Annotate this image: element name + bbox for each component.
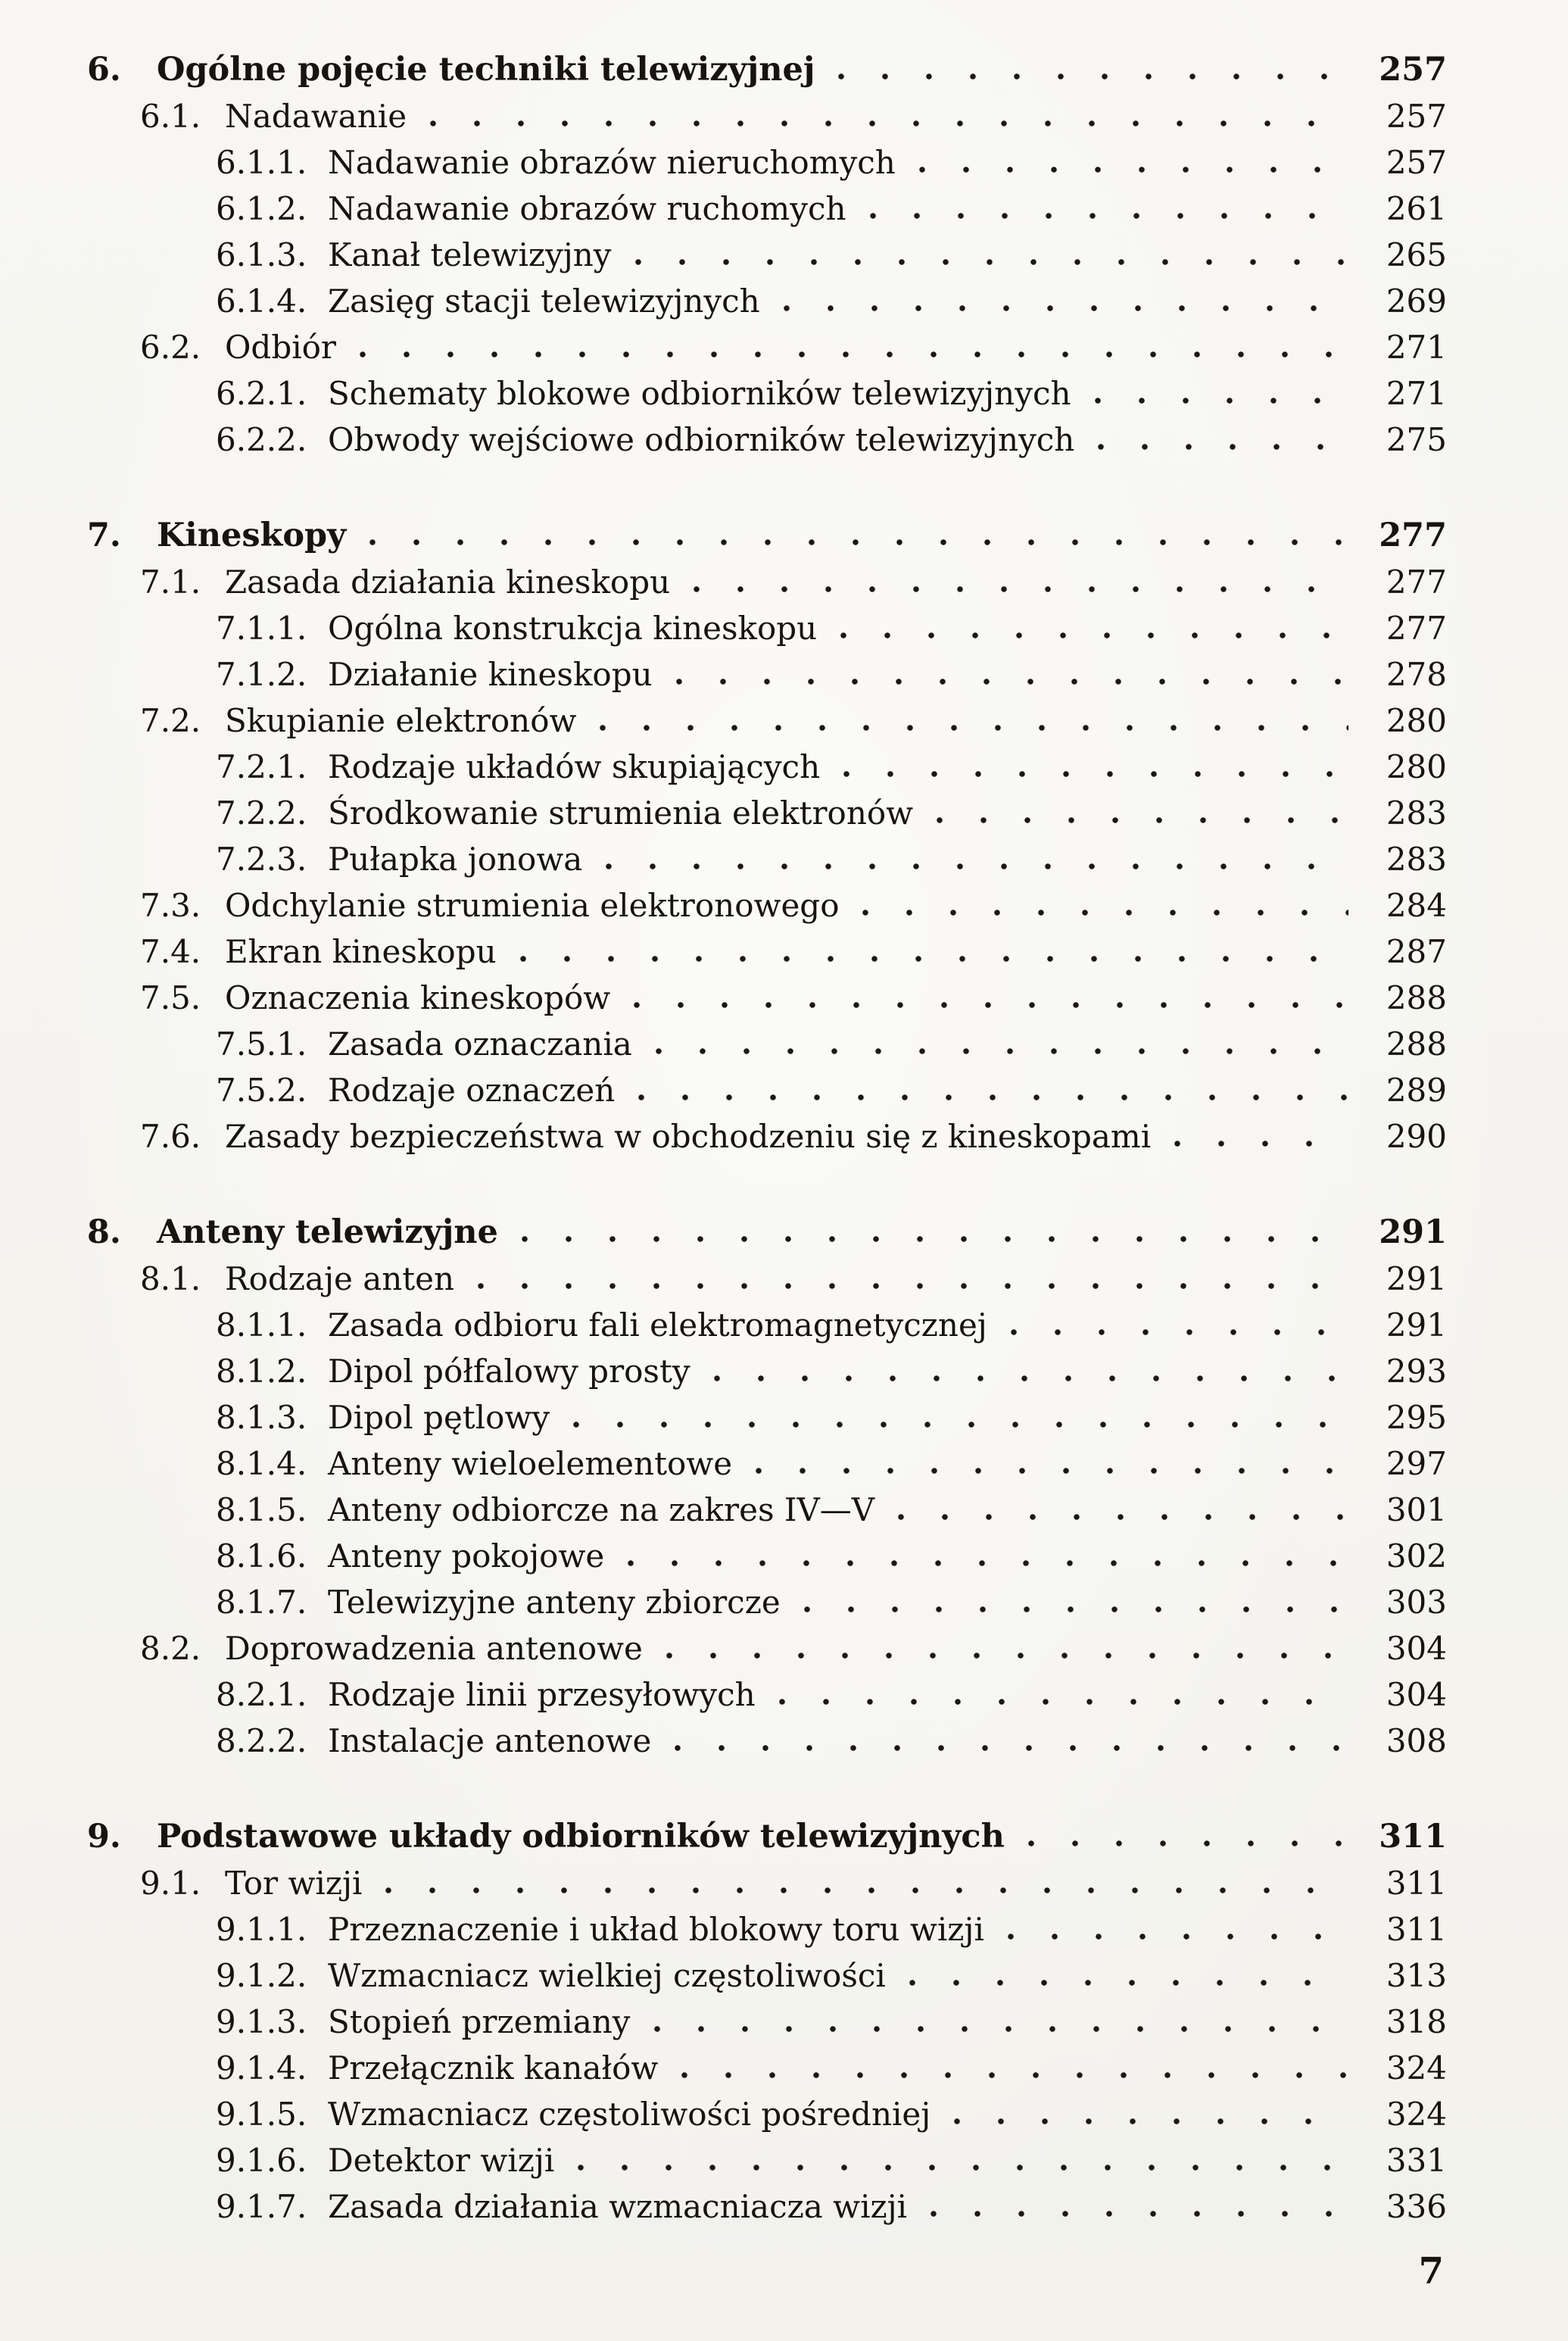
toc-entry (87, 698, 1447, 744)
dot-leader-icon (1097, 443, 1348, 451)
toc-entry-number: 6.2.1. (216, 375, 307, 412)
toc-entry-number: 7. (87, 517, 121, 554)
toc-entry-page: 261 (1386, 190, 1447, 227)
toc-entry-page: 271 (1386, 375, 1447, 412)
toc-entry (87, 1113, 1447, 1160)
toc-entry-page: 301 (1386, 1491, 1447, 1528)
toc-entry-number: 9.1. (140, 1865, 201, 1902)
toc-entry (87, 370, 1447, 417)
dot-leader-icon (713, 1375, 1348, 1382)
toc-entry-page: 257 (1386, 98, 1447, 135)
dot-leader-icon (918, 166, 1348, 173)
toc-entry (87, 790, 1447, 836)
toc-entry-page: 257 (1379, 51, 1447, 89)
toc-entry-number: 7.2.1. (216, 748, 307, 785)
toc-entry-title: Detektor wizji (328, 2142, 555, 2179)
toc-entry-title: Pułapka jonowa (328, 841, 583, 878)
toc-entry-title: Zasada działania kineskopu (225, 563, 671, 601)
toc-entry (87, 2183, 1447, 2230)
toc-entry-page: 278 (1386, 656, 1447, 693)
toc-entry-title: Rodzaje układów skupiających (328, 748, 821, 785)
toc-entry (87, 1718, 1447, 1764)
toc-entry-page: 288 (1386, 979, 1447, 1016)
toc-entry-page: 284 (1386, 887, 1447, 924)
toc-entry-page: 265 (1386, 236, 1447, 273)
dot-leader-icon (1094, 397, 1348, 404)
toc-entry-page: 304 (1386, 1630, 1447, 1667)
dot-leader-icon (862, 909, 1348, 916)
toc-entry (87, 1814, 1447, 1860)
toc-entry (87, 1210, 1447, 1256)
dot-leader-icon (936, 816, 1348, 824)
toc-entry-number: 7.6. (140, 1118, 201, 1155)
toc-entry-number: 8.1.1. (216, 1306, 307, 1344)
toc-entry-number: 6.1.1. (216, 144, 307, 181)
dot-leader-icon (637, 1094, 1348, 1101)
toc-entry (87, 1487, 1447, 1533)
toc-entry (87, 744, 1447, 790)
dot-leader-icon (653, 2025, 1348, 2033)
toc-entry-page: 293 (1386, 1353, 1447, 1390)
dot-leader-icon (634, 258, 1348, 266)
dot-leader-icon (869, 212, 1348, 220)
toc-entry-number: 9.1.1. (216, 1911, 307, 1948)
toc-entry-title: Przełącznik kanałów (328, 2049, 659, 2087)
toc-entry-title: Rodzaje oznaczeń (328, 1072, 616, 1109)
toc-entry (87, 139, 1447, 186)
toc-entry-title: Stopień przemiany (328, 2003, 631, 2040)
toc-entry (87, 1671, 1447, 1718)
toc-entry-title: Kanał telewizyjny (328, 236, 612, 273)
toc-entry-title: Ekran kineskopu (225, 933, 497, 970)
toc-entry-page: 304 (1386, 1676, 1447, 1713)
dot-leader-icon (681, 2071, 1348, 2079)
toc-entry-number: 9.1.3. (216, 2003, 307, 2040)
toc-entry-number: 9.1.4. (216, 2049, 307, 2087)
dot-leader-icon (477, 1282, 1348, 1290)
dot-leader-icon (783, 304, 1348, 312)
toc-entry-page: 336 (1386, 2188, 1447, 2225)
page-number: 7 (1418, 2250, 1444, 2293)
toc-entry-title: Oznaczenia kineskopów (225, 979, 611, 1016)
toc-entry-title: Ogólna konstrukcja kineskopu (328, 610, 818, 647)
toc-entry-number: 8.2. (140, 1630, 201, 1667)
dot-leader-icon (599, 724, 1348, 732)
dot-leader-icon (675, 678, 1348, 685)
toc-entry-page: 302 (1386, 1537, 1447, 1575)
toc-entry-page: 269 (1386, 282, 1447, 320)
dot-leader-icon (803, 1606, 1348, 1613)
toc-entry-title: Obwody wejściowe odbiorników telewizyjnych (328, 421, 1075, 458)
toc-entry-number: 9.1.7. (216, 2188, 307, 2225)
dot-leader-icon (778, 1698, 1348, 1706)
toc-entry (87, 975, 1447, 1021)
toc-entry-number: 9. (87, 1818, 121, 1856)
page-footer (87, 2250, 1447, 2293)
dot-leader-icon (674, 1744, 1348, 1752)
toc-entry (87, 651, 1447, 698)
toc-entry-page: 257 (1386, 144, 1447, 181)
toc-entry-number: 7.2.2. (216, 794, 307, 832)
toc-entry-number: 7.2.3. (216, 841, 307, 878)
toc-entry-title: Telewizyjne anteny zbiorcze (328, 1584, 781, 1621)
toc-entry-number: 7.5.2. (216, 1072, 307, 1109)
dot-leader-icon (843, 770, 1348, 778)
dot-leader-icon (1027, 1840, 1348, 1847)
toc-entry-page: 311 (1379, 1818, 1447, 1856)
toc-entry-title: Kineskopy (157, 517, 347, 554)
toc-entry (87, 1302, 1447, 1348)
toc-entry-page: 287 (1386, 933, 1447, 970)
toc-entry-title: Tor wizji (225, 1865, 363, 1902)
toc-entry-number: 6.2.2. (216, 421, 307, 458)
toc-entry-title: Ogólne pojęcie techniki telewizyjnej (157, 51, 815, 89)
toc-entry-number: 8.1.7. (216, 1584, 307, 1621)
dot-leader-icon (666, 1652, 1348, 1659)
toc-entry (87, 882, 1447, 929)
toc-entry-number: 6.2. (140, 329, 201, 366)
toc-entry-page: 280 (1386, 748, 1447, 785)
toc-entry-title: Wzmacniacz częstoliwości pośredniej (328, 2096, 931, 2133)
toc-entry-title: Rodzaje linii przesyłowych (328, 1676, 756, 1713)
toc-entry-page: 295 (1386, 1399, 1447, 1436)
dot-leader-icon (572, 1421, 1348, 1428)
toc-entry-page: 311 (1386, 1911, 1447, 1948)
toc-entry (87, 1256, 1447, 1302)
toc-entry-number: 6.1. (140, 98, 201, 135)
toc-entry-number: 6. (87, 51, 121, 89)
dot-leader-icon (909, 1979, 1348, 1987)
toc-entry-title: Działanie kineskopu (328, 656, 653, 693)
toc-entry-number: 8.1.6. (216, 1537, 307, 1575)
dot-leader-icon (633, 1001, 1348, 1009)
toc-entry-title: Zasada działania wzmacniacza wizji (328, 2188, 908, 2225)
toc-entry (87, 417, 1447, 463)
dot-leader-icon (897, 1513, 1348, 1521)
dot-leader-icon (693, 585, 1348, 593)
toc-entry (87, 1860, 1447, 1906)
toc-entry-page: 275 (1386, 421, 1447, 458)
toc-entry-title: Skupianie elektronów (225, 702, 577, 739)
toc-entry-page: 291 (1386, 1260, 1447, 1297)
toc-entry-title: Anteny telewizyjne (157, 1213, 498, 1251)
toc-entry-page: 280 (1386, 702, 1447, 739)
toc-entry-number: 7.1.1. (216, 610, 307, 647)
toc-entry-title: Zasady bezpieczeństwa w obchodzeniu się z kineskopami (225, 1118, 1152, 1155)
toc-entry-number: 7.2. (140, 702, 201, 739)
toc-entry-title: Doprowadzenia antenowe (225, 1630, 643, 1667)
toc-entry-page: 297 (1386, 1445, 1447, 1482)
toc-entry-page: 313 (1386, 1957, 1447, 1994)
dot-leader-icon (521, 1235, 1348, 1243)
toc-entry (87, 1625, 1447, 1671)
toc-entry-title: Dipol półfalowy prosty (328, 1353, 690, 1390)
toc-entry-page: 277 (1379, 517, 1447, 554)
toc-entry-number: 8.1.5. (216, 1491, 307, 1528)
dot-leader-icon (429, 120, 1348, 127)
toc-entry-number: 7.4. (140, 933, 201, 970)
dot-leader-icon (369, 538, 1348, 546)
toc-entry (87, 278, 1447, 324)
toc-entry-number: 7.5.1. (216, 1025, 307, 1063)
dot-leader-icon (1174, 1140, 1348, 1147)
toc-entry-number: 6.1.3. (216, 236, 307, 273)
toc-entry-page: 331 (1386, 2142, 1447, 2179)
toc-entry (87, 1906, 1447, 1952)
toc-entry-page: 290 (1386, 1118, 1447, 1155)
toc-entry (87, 2045, 1447, 2091)
toc-entry-number: 9.1.5. (216, 2096, 307, 2133)
toc-entry (87, 1067, 1447, 1113)
toc-entry-page: 324 (1386, 2049, 1447, 2087)
toc-entry-number: 8.2.2. (216, 1722, 307, 1759)
dot-leader-icon (605, 863, 1348, 870)
toc-entry-page: 291 (1379, 1213, 1447, 1251)
toc-entry (87, 559, 1447, 605)
toc-entry-page: 277 (1386, 563, 1447, 601)
toc-entry-page: 283 (1386, 841, 1447, 878)
toc-entry-number: 9.1.2. (216, 1957, 307, 1994)
toc-entry-page: 311 (1386, 1865, 1447, 1902)
dot-leader-icon (385, 1887, 1348, 1894)
toc-entry-title: Anteny wieloelementowe (328, 1445, 733, 1482)
toc-entry (87, 605, 1447, 651)
toc-entry-number: 6.1.2. (216, 190, 307, 227)
toc-entry-title: Instalacje antenowe (328, 1722, 652, 1759)
toc-entry-title: Nadawanie (225, 98, 407, 135)
toc-entry-title: Podstawowe układy odbiorników telewizyjnych (157, 1818, 1005, 1856)
toc-entry-number: 7.5. (140, 979, 201, 1016)
toc-list (87, 47, 1447, 2230)
toc-entry-number: 7.3. (140, 887, 201, 924)
toc-entry-title: Anteny odbiorcze na zakres IV—V (328, 1491, 875, 1528)
toc-entry (87, 2091, 1447, 2137)
toc-entry-title: Zasięg stacji telewizyjnych (328, 282, 760, 320)
dot-leader-icon (359, 351, 1348, 358)
dot-leader-icon (655, 1047, 1348, 1055)
dot-leader-icon (1010, 1328, 1348, 1336)
toc-entry-title: Nadawanie obrazów nieruchomych (328, 144, 896, 181)
dot-leader-icon (755, 1467, 1348, 1475)
toc-entry-page: 318 (1386, 2003, 1447, 2040)
toc-entry-number: 7.1.2. (216, 656, 307, 693)
dot-leader-icon (1007, 1933, 1348, 1940)
toc-entry (87, 513, 1447, 559)
toc-entry-page: 308 (1386, 1722, 1447, 1759)
toc-entry-number: 6.1.4. (216, 282, 307, 320)
toc-entry (87, 1348, 1447, 1394)
toc-entry (87, 1440, 1447, 1487)
dot-leader-icon (837, 73, 1348, 80)
toc-entry (87, 2137, 1447, 2183)
toc-entry-number: 8.2.1. (216, 1676, 307, 1713)
toc-entry-number: 8. (87, 1213, 121, 1251)
toc-entry-title: Dipol pętlowy (328, 1399, 550, 1436)
toc-entry-page: 303 (1386, 1584, 1447, 1621)
toc-entry-title: Schematy blokowe odbiorników telewizyjnych (328, 375, 1071, 412)
toc-entry-number: 8.1.3. (216, 1399, 307, 1436)
toc-entry-title: Zasada odbioru fali elektromagnetycznej (328, 1306, 987, 1344)
toc-entry (87, 1533, 1447, 1579)
toc-entry-title: Anteny pokojowe (328, 1537, 605, 1575)
toc-entry-title: Przeznaczenie i układ blokowy toru wizji (328, 1911, 984, 1948)
toc-entry-title: Nadawanie obrazów ruchomych (328, 190, 846, 227)
toc-entry (87, 929, 1447, 975)
toc-entry (87, 1952, 1447, 1999)
dot-leader-icon (953, 2118, 1348, 2125)
dot-leader-icon (840, 632, 1348, 639)
dot-leader-icon (519, 955, 1348, 963)
toc-entry (87, 186, 1447, 232)
toc-entry (87, 324, 1447, 370)
toc-entry (87, 93, 1447, 139)
toc-entry-title: Odbiór (225, 329, 336, 366)
toc-entry (87, 1394, 1447, 1440)
toc-entry-page: 324 (1386, 2096, 1447, 2133)
dot-leader-icon (627, 1559, 1348, 1567)
toc-entry-page: 288 (1386, 1025, 1447, 1063)
toc-entry-title: Wzmacniacz wielkiej częstoliwości (328, 1957, 886, 1994)
toc-entry-page: 283 (1386, 794, 1447, 832)
toc-entry (87, 232, 1447, 278)
toc-entry-number: 8.1.2. (216, 1353, 307, 1390)
dot-leader-icon (930, 2210, 1348, 2218)
toc-entry-number: 9.1.6. (216, 2142, 307, 2179)
toc-entry-page: 271 (1386, 329, 1447, 366)
toc-entry (87, 47, 1447, 93)
toc-entry-number: 7.1. (140, 563, 201, 601)
toc-entry (87, 1579, 1447, 1625)
dot-leader-icon (577, 2164, 1348, 2171)
toc-entry-page: 291 (1386, 1306, 1447, 1344)
toc-entry-number: 8.1.4. (216, 1445, 307, 1482)
toc-entry-title: Środkowanie strumienia elektronów (328, 794, 914, 832)
toc-entry-page: 277 (1386, 610, 1447, 647)
toc-entry-title: Rodzaje anten (225, 1260, 455, 1297)
toc-entry-title: Odchylanie strumienia elektronowego (225, 887, 840, 924)
toc-entry-page: 289 (1386, 1072, 1447, 1109)
toc-entry (87, 1021, 1447, 1067)
toc-entry-title: Zasada oznaczania (328, 1025, 632, 1063)
toc-entry (87, 836, 1447, 882)
toc-entry-number: 8.1. (140, 1260, 201, 1297)
toc-entry (87, 1999, 1447, 2045)
